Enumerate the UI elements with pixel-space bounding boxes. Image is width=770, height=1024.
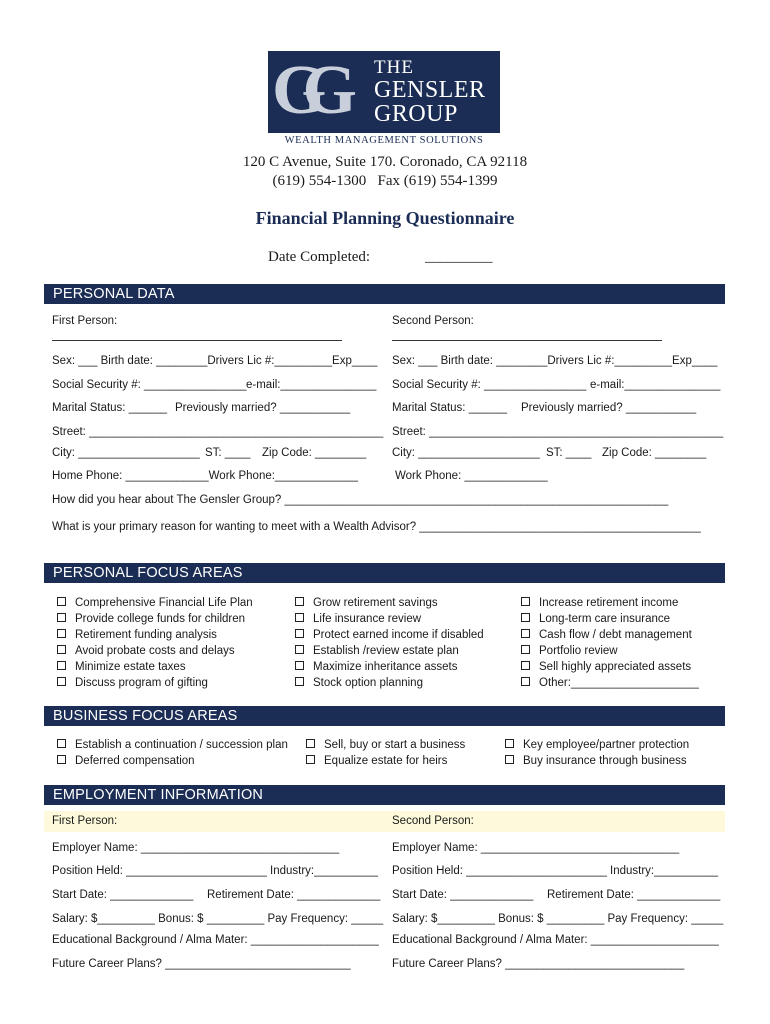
second-education-field[interactable]: Educational Background / Alma Mater: ____________________: [392, 934, 719, 946]
address: 120 C Avenue, Suite 170. Coronado, CA 92118: [242, 154, 528, 170]
heard-about-field[interactable]: How did you hear about The Gensler Group? ____________________________________________________________: [52, 494, 669, 506]
checkbox-icon[interactable]: [57, 677, 66, 686]
checkbox-icon[interactable]: [57, 613, 66, 622]
checkbox-icon[interactable]: [521, 661, 530, 670]
checkbox-icon[interactable]: [57, 645, 66, 654]
employment-person-row: [44, 811, 725, 832]
focus-checkbox-item[interactable]: Avoid probate costs and delays: [57, 643, 253, 659]
personal-focus-col2: [295, 595, 484, 691]
checkbox-icon[interactable]: [295, 677, 304, 686]
second-prev-married-field[interactable]: Previously married? ___________: [521, 402, 697, 414]
business-focus-col1: [57, 737, 288, 769]
logo-tagline: WEALTH MANAGEMENT SOLUTIONS: [284, 135, 484, 146]
focus-checkbox-item[interactable]: Grow retirement savings: [295, 595, 484, 611]
first-state-field[interactable]: ST: ____: [205, 447, 251, 459]
checkbox-icon[interactable]: [57, 629, 66, 638]
first-ssn-field[interactable]: Social Security #: ________________: [52, 379, 247, 391]
focus-checkbox-item[interactable]: Discuss program of gifting: [57, 675, 253, 691]
first-person-name-line[interactable]: [52, 340, 342, 341]
second-email-field[interactable]: e-mail:_______________: [590, 379, 721, 391]
employment-first-person-label: First Person:: [52, 815, 118, 827]
checkbox-icon[interactable]: [295, 645, 304, 654]
first-phone-field[interactable]: Home Phone: _____________Work Phone:_____________: [52, 470, 359, 482]
page-title: Financial Planning Questionnaire: [255, 208, 515, 228]
focus-checkbox-item[interactable]: Comprehensive Financial Life Plan: [57, 595, 253, 611]
first-industry-field[interactable]: Industry:__________: [270, 865, 379, 877]
focus-checkbox-item[interactable]: Retirement funding analysis: [57, 627, 253, 643]
checkbox-icon[interactable]: [306, 755, 315, 764]
checkbox-icon[interactable]: [295, 597, 304, 606]
checkbox-icon[interactable]: [521, 677, 530, 686]
second-city-field[interactable]: City: ___________________: [392, 447, 540, 459]
employment-second-person-label: Second Person:: [392, 815, 474, 827]
phone-fax: (619) 554-1300 Fax (619) 554-1399: [272, 173, 498, 189]
checkbox-icon[interactable]: [505, 739, 514, 748]
focus-checkbox-item[interactable]: Maximize inheritance assets: [295, 659, 484, 675]
logo-line-the: THE: [374, 57, 414, 78]
first-salary-field[interactable]: Salary: $_________ Bonus: $ _________ Pay Frequency: _____: [52, 913, 384, 925]
second-retirement-date-field[interactable]: Retirement Date: _____________: [547, 889, 721, 901]
second-position-field[interactable]: Position Held: ______________________: [392, 865, 607, 877]
first-sex-birth-license-field[interactable]: Sex: ___ Birth date: ________Drivers Lic #:_________Exp____: [52, 355, 378, 367]
focus-checkbox-item[interactable]: Long-term care insurance: [521, 611, 699, 627]
focus-checkbox-item[interactable]: Increase retirement income: [521, 595, 699, 611]
checkbox-icon[interactable]: [505, 755, 514, 764]
checkbox-icon[interactable]: [521, 613, 530, 622]
first-zip-field[interactable]: Zip Code: ________: [262, 447, 367, 459]
first-career-plans-field[interactable]: Future Career Plans? _____________________________: [52, 958, 351, 970]
date-completed-field[interactable]: _________: [425, 249, 493, 265]
second-state-field[interactable]: ST: ____: [546, 447, 592, 459]
checkbox-icon[interactable]: [521, 597, 530, 606]
second-person-name-line[interactable]: [392, 340, 662, 341]
focus-checkbox-item[interactable]: Establish /review estate plan: [295, 643, 484, 659]
first-position-field[interactable]: Position Held: ______________________: [52, 865, 267, 877]
section-personal-focus: PERSONAL FOCUS AREAS: [44, 563, 725, 583]
business-checkbox-item[interactable]: Establish a continuation / succession plan: [57, 737, 288, 753]
checkbox-icon[interactable]: [57, 661, 66, 670]
logo-line-gensler: GENSLER: [374, 77, 486, 103]
checkbox-icon[interactable]: [295, 661, 304, 670]
business-checkbox-item[interactable]: Equalize estate for heirs: [306, 753, 465, 769]
first-education-field[interactable]: Educational Background / Alma Mater: ____________________: [52, 934, 379, 946]
business-checkbox-item[interactable]: Sell, buy or start a business: [306, 737, 465, 753]
second-salary-field[interactable]: Salary: $_________ Bonus: $ _________ Pay Frequency: _____: [392, 913, 724, 925]
second-marital-field[interactable]: Marital Status: ______: [392, 402, 508, 414]
business-focus-col2: [306, 737, 465, 769]
business-checkbox-item[interactable]: Deferred compensation: [57, 753, 288, 769]
second-ssn-field[interactable]: Social Security #: ________________: [392, 379, 587, 391]
first-email-field[interactable]: e-mail:_______________: [246, 379, 377, 391]
checkbox-icon[interactable]: [57, 755, 66, 764]
first-employer-field[interactable]: Employer Name: _______________________________: [52, 842, 340, 854]
second-street-field[interactable]: Street: ______________________________________________: [392, 426, 724, 438]
personal-focus-col1: [57, 595, 253, 691]
focus-checkbox-item[interactable]: Cash flow / debt management: [521, 627, 699, 643]
focus-checkbox-item[interactable]: Portfolio review: [521, 643, 699, 659]
focus-checkbox-item[interactable]: Minimize estate taxes: [57, 659, 253, 675]
first-street-field[interactable]: Street: ______________________________________________: [52, 426, 384, 438]
checkbox-icon[interactable]: [295, 613, 304, 622]
section-employment: EMPLOYMENT INFORMATION: [44, 785, 725, 805]
personal-focus-col3: [521, 595, 699, 691]
business-checkbox-item[interactable]: Buy insurance through business: [505, 753, 689, 769]
business-checkbox-item[interactable]: Key employee/partner protection: [505, 737, 689, 753]
first-person-label: First Person:: [52, 315, 118, 327]
second-start-date-field[interactable]: Start Date: _____________: [392, 889, 534, 901]
checkbox-icon[interactable]: [57, 739, 66, 748]
second-career-plans-field[interactable]: Future Career Plans? ____________________________: [392, 958, 685, 970]
checkbox-icon[interactable]: [521, 645, 530, 654]
second-zip-field[interactable]: Zip Code: ________: [602, 447, 707, 459]
focus-checkbox-item[interactable]: Life insurance review: [295, 611, 484, 627]
focus-checkbox-item[interactable]: Sell highly appreciated assets: [521, 659, 699, 675]
section-business-focus: BUSINESS FOCUS AREAS: [44, 706, 725, 726]
primary-reason-field[interactable]: What is your primary reason for wanting to meet with a Wealth Advisor? ____________________________________________: [52, 521, 701, 533]
second-sex-birth-license-field[interactable]: Sex: ___ Birth date: ________Drivers Lic #:_________Exp____: [392, 355, 718, 367]
first-start-date-field[interactable]: Start Date: _____________: [52, 889, 194, 901]
focus-checkbox-item[interactable]: Provide college funds for children: [57, 611, 253, 627]
logo-mark: GG: [272, 52, 333, 129]
first-retirement-date-field[interactable]: Retirement Date: _____________: [207, 889, 381, 901]
focus-checkbox-item[interactable]: Other:____________________: [521, 675, 699, 691]
section-personal-data: PERSONAL DATA: [44, 284, 725, 304]
first-prev-married-field[interactable]: Previously married? ___________: [175, 402, 351, 414]
second-employer-field[interactable]: Employer Name: _______________________________: [392, 842, 680, 854]
logo-line-group: GROUP: [374, 101, 458, 127]
date-completed-label: Date Completed:: [268, 249, 371, 265]
checkbox-icon[interactable]: [521, 629, 530, 638]
second-work-phone-field[interactable]: Work Phone: _____________: [395, 470, 548, 482]
second-industry-field[interactable]: Industry:__________: [610, 865, 719, 877]
business-focus-col3: [505, 737, 689, 769]
first-marital-field[interactable]: Marital Status: ______: [52, 402, 168, 414]
second-person-label: Second Person:: [392, 315, 474, 327]
checkbox-icon[interactable]: [57, 597, 66, 606]
company-logo: [268, 51, 500, 147]
first-city-field[interactable]: City: ___________________: [52, 447, 200, 459]
focus-checkbox-item[interactable]: Protect earned income if disabled: [295, 627, 484, 643]
checkbox-icon[interactable]: [295, 629, 304, 638]
checkbox-icon[interactable]: [306, 739, 315, 748]
focus-checkbox-item[interactable]: Stock option planning: [295, 675, 484, 691]
